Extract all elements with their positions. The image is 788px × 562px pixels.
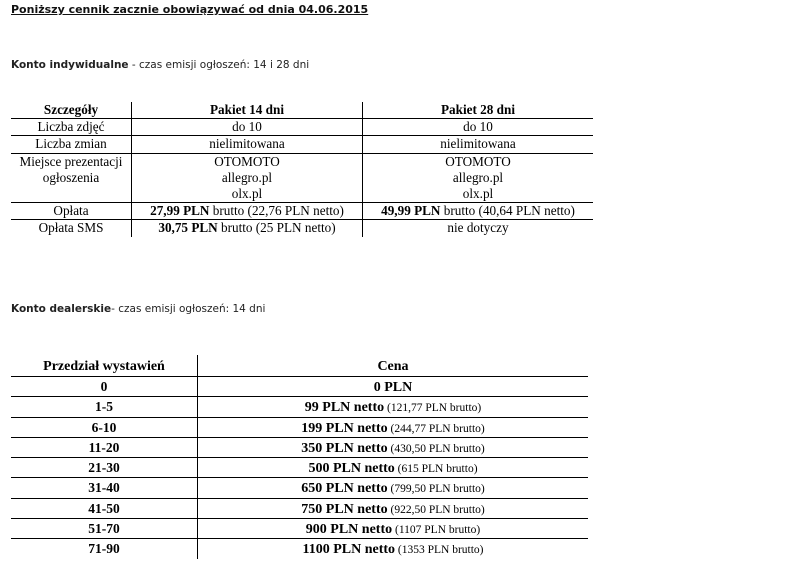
section-dealer (11, 303, 265, 315)
price-gross: (1107 PLN brutto) (392, 524, 481, 537)
cell-line: OTOMOTO (445, 153, 511, 169)
section-individual (11, 59, 309, 71)
cell-line: OTOMOTO (214, 153, 280, 169)
table-row (11, 519, 588, 539)
table-row (11, 458, 588, 478)
price-gross: (615 PLN brutto) (394, 463, 478, 476)
table-row (11, 418, 588, 438)
cell-28-days: do 10 (463, 119, 493, 135)
table-header-row (11, 355, 588, 377)
table-row (11, 377, 588, 397)
dealer-pricing-table (11, 355, 588, 559)
table-row (11, 397, 588, 417)
price-net: 350 PLN netto (301, 440, 388, 456)
price-cell (198, 377, 588, 396)
price-net: 1100 PLN netto (302, 542, 396, 558)
section-dealer-subtitle: - czas emisji ogłoszeń: 14 dni (111, 303, 266, 315)
price-cell (198, 438, 588, 457)
price-detail: brutto (25 PLN netto) (217, 220, 336, 236)
table-row (11, 438, 588, 458)
row-label: Liczba zmian (11, 136, 132, 152)
section-individual-title: Konto indywidualne (11, 59, 129, 71)
price-bold: 30,75 PLN (158, 220, 218, 236)
range-cell: 11-20 (11, 438, 198, 457)
cell-line: olx.pl (231, 186, 263, 202)
row-label: Opłata SMS (11, 220, 132, 236)
column-header-details: Szczegóły (11, 102, 132, 118)
price-net: 99 PLN netto (304, 400, 385, 416)
page-header: Poniższy cennik zacznie obowiązywać od dnia 04.06.2015 (11, 3, 369, 16)
range-cell: 31-40 (11, 478, 198, 497)
price-cell (198, 499, 588, 518)
price-net: 900 PLN netto (305, 522, 393, 538)
price-gross: (1353 PLN brutto) (395, 544, 484, 557)
row-label-line: ogłoszenia (42, 169, 100, 185)
row-label-line: Miejsce prezentacji (19, 153, 123, 169)
table-row (11, 539, 588, 558)
price-net: 0 PLN (373, 380, 413, 395)
price-gross: (922,50 PLN brutto) (387, 503, 485, 516)
cell-line: olx.pl (462, 186, 494, 202)
section-individual-subtitle: - czas emisji ogłoszeń: 14 i 28 dni (128, 59, 310, 71)
table-row (11, 499, 588, 519)
row-label: Opłata (11, 203, 132, 219)
row-label (11, 154, 132, 203)
cell-line: allegro.pl (452, 169, 504, 185)
price-net: 750 PLN netto (301, 501, 388, 517)
range-cell: 41-50 (11, 499, 198, 518)
cell-14-days: nielimitowana (132, 136, 363, 152)
range-cell: 1-5 (11, 397, 198, 416)
table-row (11, 478, 588, 498)
range-cell: 51-70 (11, 519, 198, 538)
cell-14-days (132, 220, 363, 236)
table-row (11, 203, 593, 220)
price-cell (198, 397, 588, 416)
section-dealer-title: Konto dealerskie (11, 303, 112, 315)
cell-14-days (132, 154, 363, 203)
price-gross: (121,77 PLN brutto) (384, 402, 482, 415)
price-gross: (799,50 PLN brutto) (387, 483, 485, 496)
table-row (11, 220, 593, 236)
range-cell: 21-30 (11, 458, 198, 477)
table-row (11, 119, 593, 136)
price-net: 650 PLN netto (301, 481, 388, 497)
price-net: 500 PLN netto (308, 461, 395, 477)
price-bold: 49,99 PLN (381, 203, 441, 219)
range-cell: 0 (11, 377, 198, 396)
price-cell (198, 519, 588, 538)
cell-28-days (363, 154, 593, 203)
column-header-price: Cena (377, 359, 409, 374)
price-cell (198, 418, 588, 437)
cell-14-days (132, 203, 363, 219)
cell-28-days (363, 203, 593, 219)
cell-line: allegro.pl (221, 169, 273, 185)
price-detail: brutto (22,76 PLN netto) (209, 203, 344, 219)
price-cell (198, 478, 588, 497)
individual-pricing-table (11, 102, 593, 237)
table-row (11, 154, 593, 204)
table-header-row (11, 102, 593, 119)
column-header-28-days: Pakiet 28 dni (440, 102, 515, 117)
price-gross: (244,77 PLN brutto) (387, 422, 485, 435)
price-bold: 27,99 PLN (150, 203, 210, 219)
cell-28-days: nielimitowana (440, 136, 516, 152)
column-header-range: Przedział wystawień (11, 355, 198, 376)
table-row (11, 136, 593, 153)
price-detail: brutto (40,64 PLN netto) (440, 203, 575, 219)
range-cell: 71-90 (11, 539, 198, 558)
price-cell (198, 458, 588, 477)
row-label: Liczba zdjęć (11, 119, 132, 135)
price-net: 199 PLN netto (301, 420, 388, 436)
cell-14-days: do 10 (132, 119, 363, 135)
price-gross: (430,50 PLN brutto) (387, 442, 485, 455)
column-header-14-days: Pakiet 14 dni (132, 102, 363, 118)
price-cell (198, 539, 588, 558)
cell-28-days: nie dotyczy (447, 220, 509, 236)
range-cell: 6-10 (11, 418, 198, 437)
